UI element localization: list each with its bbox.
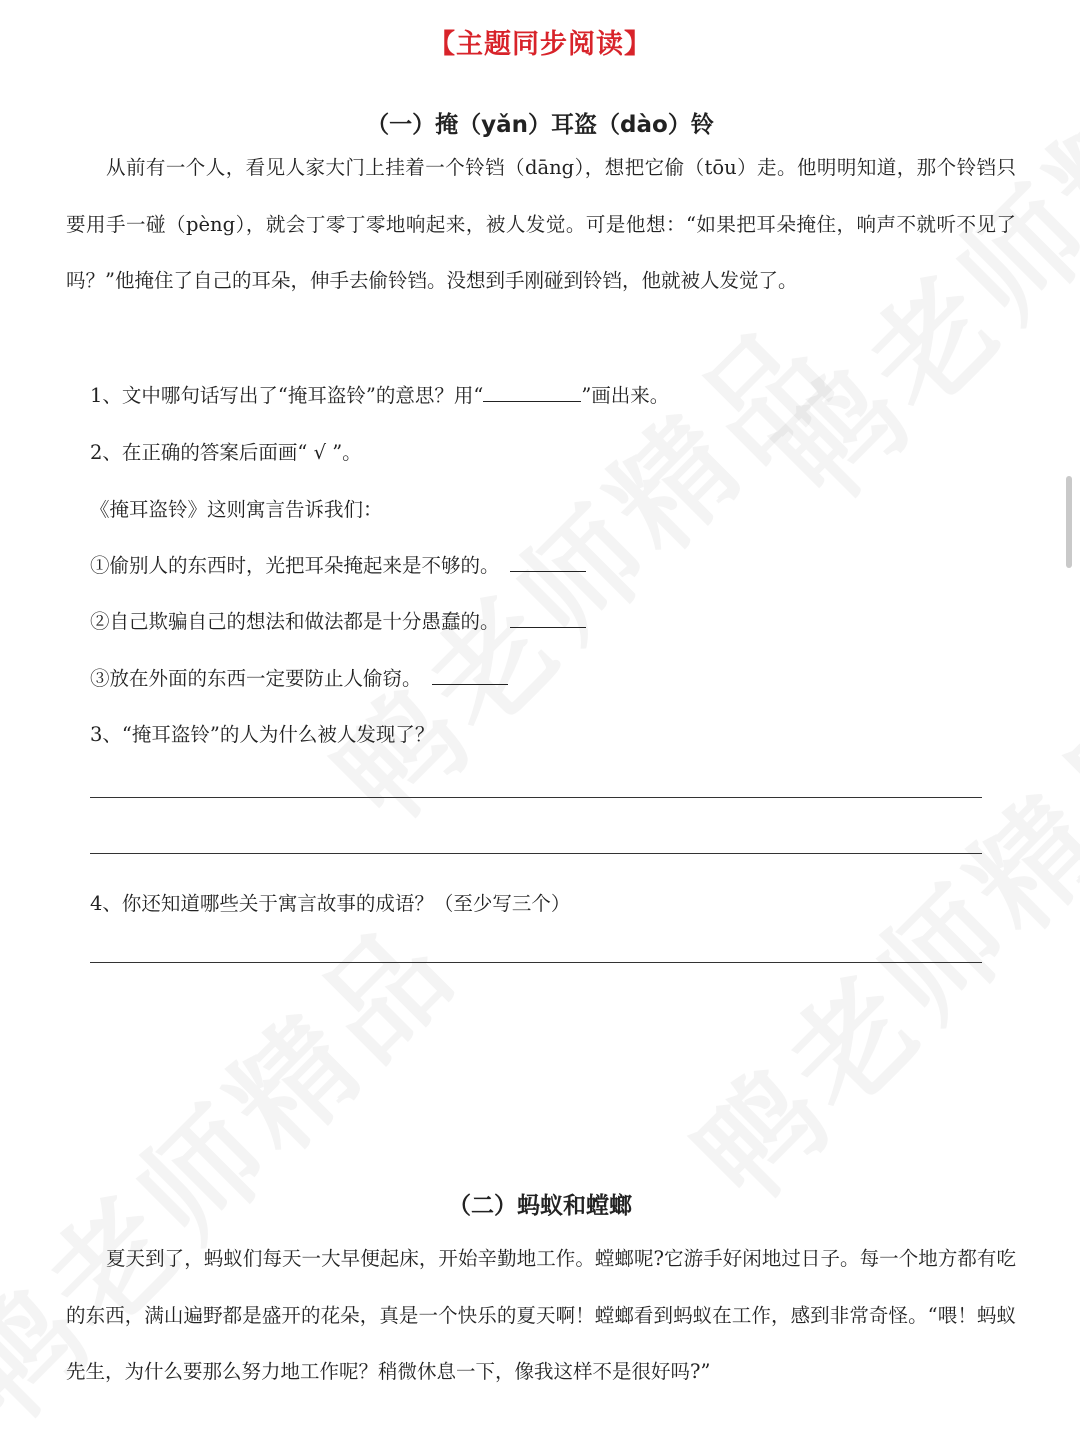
answer-line[interactable] — [90, 853, 982, 854]
section-1-passage: 从前有一个人，看见人家大门上挂着一个铃铛（dāng），想把它偷（tōu）走。他明明知道，那个铃铛只要用手一碰（pèng），就会丁零丁零地响起来，被人发觉。可是他想：“如果把耳朵掩住，响声不就听不见了吗？”他掩住了自己的耳朵，伸手去偷铃铛。没想到手刚碰到铃铛，他就被人发觉了。 — [66, 156, 1016, 292]
scrollbar[interactable] — [1066, 476, 1072, 568]
answer-blank[interactable] — [510, 609, 586, 628]
question-1-text: 1、文中哪句话写出了“掩耳盗铃”的意思？用“ — [90, 384, 484, 407]
option-3 — [90, 663, 508, 691]
section-2-title: （二）蚂蚁和螳螂 — [448, 1193, 632, 1219]
answer-line[interactable] — [90, 962, 982, 963]
option-2-text: ②自己欺骗自己的想法和做法都是十分愚蠢的。 — [90, 610, 500, 633]
answer-blank[interactable] — [432, 666, 508, 685]
watermark — [653, 659, 1080, 1233]
question-4: 4、你还知道哪些关于寓言故事的成语？（至少写三个） — [90, 892, 571, 915]
section-2-passage: 夏天到了，蚂蚁们每天一大早便起床，开始辛勤地工作。螳螂呢?它游手好闲地过日子。每一个地方都有吃的东西，满山遍野都是盛开的花朵，真是一个快乐的夏天啊！螳螂看到蚂蚁在工作，感到非常奇怪。“喂！蚂蚁先生，为什么要那么努力地工作呢？稍微休息一下，像我这样不是很好吗?” — [66, 1247, 1016, 1383]
question-2-intro: 《掩耳盗铃》这则寓言告诉我们： — [90, 498, 383, 521]
question-3: 3、“掩耳盗铃”的人为什么被人发现了？ — [90, 723, 435, 746]
answer-blank[interactable] — [510, 553, 586, 572]
section-1-title: （一）掩（yǎn）耳盗（dào）铃 — [366, 112, 714, 138]
option-1 — [90, 550, 586, 578]
option-1-text: ①偷别人的东西时，光把耳朵掩起来是不够的。 — [90, 554, 500, 577]
answer-line[interactable] — [90, 797, 982, 798]
option-2 — [90, 606, 586, 634]
option-3-text: ③放在外面的东西一定要防止人偷窃。 — [90, 667, 422, 690]
answer-blank[interactable] — [483, 383, 581, 402]
question-2: 2、在正确的答案后面画“ √ ”。 — [90, 441, 362, 464]
question-1 — [90, 380, 669, 408]
question-1-text-end: ”画出来。 — [581, 384, 670, 407]
page-title: 【主题同步阅读】 — [428, 29, 652, 60]
